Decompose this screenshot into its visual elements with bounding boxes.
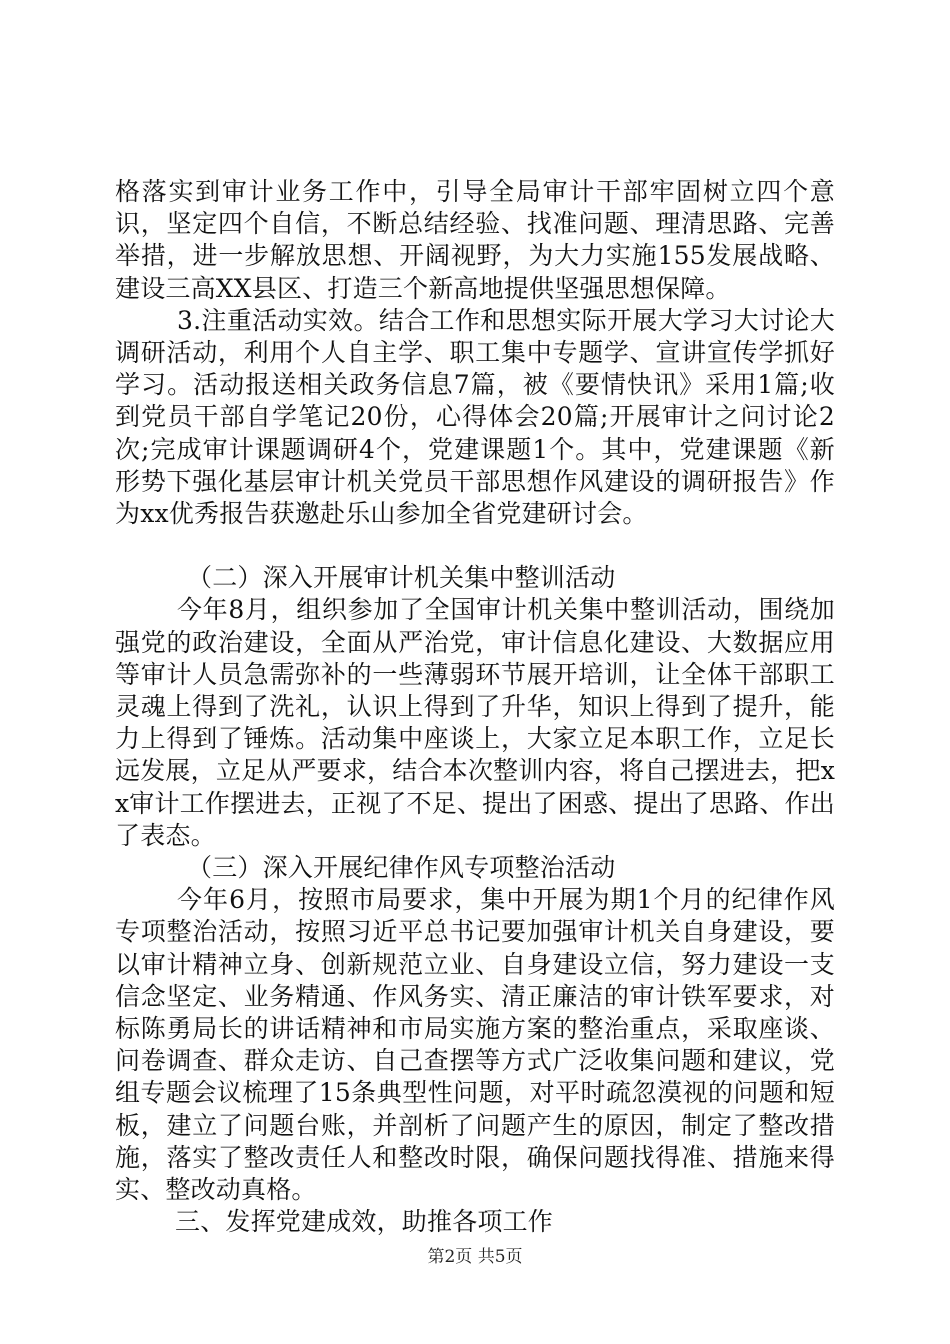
section-heading-main: 三、发挥党建成效，助推各项工作 [175,1207,554,1237]
paragraph-activity-results: 3.注重活动实效。结合工作和思想实际开展大学习大讨论大调研活动，利用个人自主学、职工集中专题学、宣讲宣传学抓好学习。活动报送相关政务信息7篇，被《要情快讯》采用1篇;收到党员干部自学笔记20份，心得体会20篇;开展审计之问讨论2次;完成审计课题调研4个，党建课题1个。其中，党建课题《新形势下强化基层审计机关党员干部思想作风建设的调研报告》作为xx优秀报告获邀赴乐山参加全省党建研讨会。 [115,305,835,529]
paragraph-gap [115,530,835,562]
document-body [115,176,835,1239]
paragraph-training: 今年8月，组织参加了全国审计机关集中整训活动，围绕加强党的政治建设，全面从严治党，审计信息化建设、大数据应用等审计人员急需弥补的一些薄弱环节展开培训，让全体干部职工灵魂上得到了洗礼，认识上得到了升华，知识上得到了提升，能力上得到了锤炼。活动集中座谈上，大家立足本职工作，立足长远发展，立足从严要求，结合本次整训内容，将自己摆进去，把xx审计工作摆进去，正视了不足、提出了困惑、提出了思路、作出了表态。 [115,595,835,850]
paragraph-continuation: 格落实到审计业务工作中，引导全局审计干部牢固树立四个意识，坚定四个自信，不断总结经验、找准问题、理清思路、完善举措，进一步解放思想、开阔视野，为大力实施155发展战略、建设三高XX县区、打造三个新高地提供坚强思想保障。 [115,177,835,303]
section-heading-discipline: （三）深入开展纪律作风专项整治活动 [187,853,616,883]
section-heading-training: （二）深入开展审计机关集中整训活动 [187,563,616,593]
page-footer: 第2页 共5页 [427,1247,523,1267]
paragraph-discipline: 今年6月，按照市局要求，集中开展为期1个月的纪律作风专项整治活动，按照习近平总书记要加强审计机关自身建设，要以审计精神立身、创新规范立业、自身建设立信，努力建设一支信念坚定、业务精通、作风务实、清正廉洁的审计铁军要求，对标陈勇局长的讲话精神和市局实施方案的整治重点，采取座谈、问卷调查、群众走访、自己查摆等方式广泛收集问题和建议，党组专题会议梳理了15条典型性问题，对平时疏忽漠视的问题和短板，建立了问题台账，并剖析了问题产生的原因，制定了整改措施，落实了整改责任人和整改时限，确保问题找得准、措施来得实、整改动真格。 [115,885,835,1205]
